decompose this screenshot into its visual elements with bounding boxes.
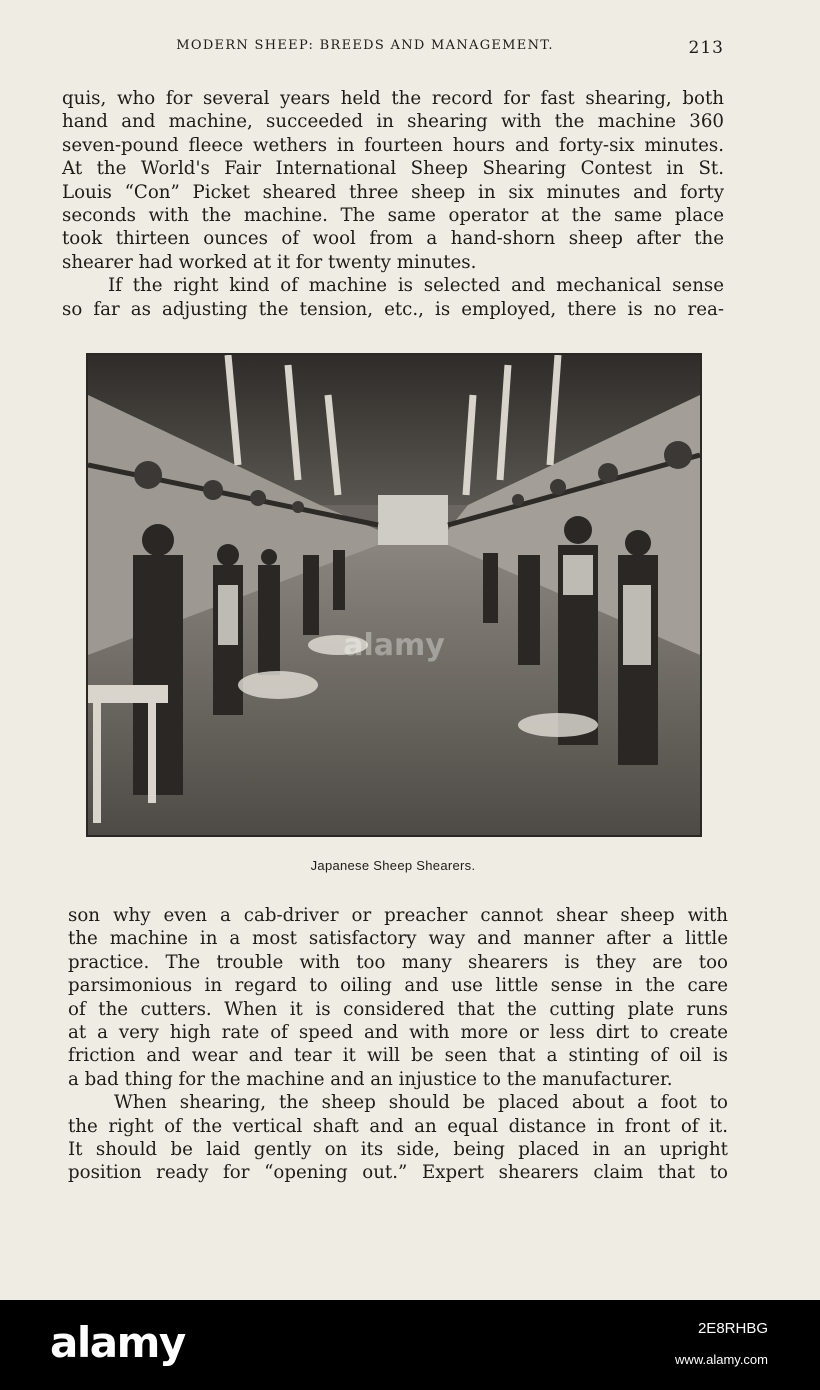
text-line: of the cutters. When it is considered that the cutting plate runs (68, 998, 728, 1020)
text-line: son why even a cab-driver or preacher cannot shear sheep with (68, 905, 728, 926)
text-line: position ready for “opening out.” Expert shearers claim that to (68, 1162, 728, 1184)
text-line: At the World's Fair International Sheep Shearing Contest in St. (62, 158, 724, 180)
text-line: hand and machine, succeeded in shearing with the machine 360 (62, 111, 724, 133)
stock-url-label: www.alamy.com (675, 1352, 768, 1367)
paragraph-block-top (62, 87, 724, 321)
text-line: so far as adjusting the tension, etc., is employed, there is no rea- (62, 298, 724, 320)
image-id-label: 2E8RHBG (697, 1320, 768, 1337)
text-line: parsimonious in regard to oiling and use little sense in the care (68, 975, 728, 997)
text-line: took thirteen ounces of wool from a hand-shorn sheep after the (62, 228, 724, 250)
text-line: at a very high rate of speed and with more or less dirt to create (68, 1022, 728, 1044)
text-line: It should be laid gently on its side, being placed in an upright (68, 1139, 728, 1161)
page-number: 213 (688, 38, 724, 58)
text-line: If the right kind of machine is selected and mechanical sense (108, 275, 724, 297)
text-line: When shearing, the sheep should be placed about a foot to (114, 1092, 728, 1114)
text-line: the machine in a most satisfactory way and manner after a little (68, 928, 728, 950)
text-line: Louis “Con” Picket sheared three sheep in six minutes and forty (62, 181, 724, 203)
alamy-logo: alamy (50, 1318, 185, 1367)
photo-japanese-sheep-shearers (86, 353, 702, 837)
paragraph-block-bottom (68, 904, 728, 1185)
running-header: MODERN SHEEP: BREEDS AND MANAGEMENT. (176, 38, 554, 53)
text-line: the right of the vertical shaft and an equal distance in front of it. (68, 1115, 728, 1137)
text-line: shearer had worked at it for twenty minutes. (62, 251, 477, 273)
text-line: practice. The trouble with too many shearers is they are too (68, 951, 728, 973)
text-line: seven-pound fleece wethers in fourteen hours and forty-six minutes. (62, 134, 724, 156)
shearing-shed-illustration (88, 355, 700, 835)
text-line: a bad thing for the machine and an injustice to the manufacturer. (68, 1068, 673, 1090)
text-line: quis, who for several years held the record for fast shearing, both (62, 88, 724, 109)
text-line: seconds with the machine. The same operator at the same place (62, 205, 724, 227)
text-line: friction and wear and tear it will be seen that a stinting of oil is (68, 1045, 728, 1067)
figure-caption: Japanese Sheep Shearers. (310, 858, 476, 873)
watermark-text: alamy (343, 628, 445, 663)
